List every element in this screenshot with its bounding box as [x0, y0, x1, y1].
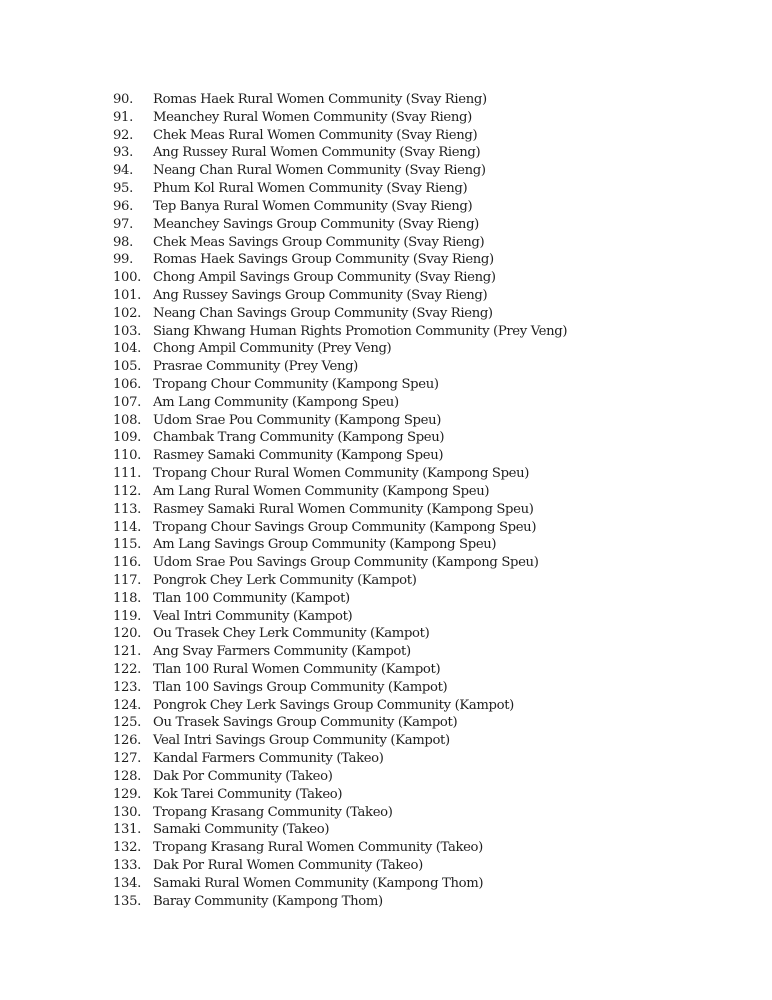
- list-item: [113, 501, 567, 519]
- list-item: [113, 376, 567, 394]
- item-text: Chek Meas Rural Women Community (Svay Rieng): [153, 127, 478, 143]
- list-item: [113, 429, 567, 447]
- item-text: Udom Srae Pou Community (Kampong Speu): [153, 412, 442, 428]
- list-item: [113, 857, 567, 875]
- item-number: 104.: [113, 341, 141, 357]
- list-item: [113, 162, 567, 180]
- list-item: [113, 750, 567, 768]
- item-text: Rasmey Samaki Rural Women Community (Kampong Speu): [153, 501, 534, 517]
- item-text: Am Lang Rural Women Community (Kampong Speu): [153, 483, 490, 499]
- list-item: [113, 786, 567, 804]
- item-text: Tlan 100 Community (Kampot): [153, 590, 350, 606]
- item-number: 121.: [113, 644, 141, 660]
- item-number: 100.: [113, 270, 141, 286]
- list-item: [113, 465, 567, 483]
- list-item: [113, 697, 567, 715]
- list-item: [113, 180, 567, 198]
- item-text: Romas Haek Savings Group Community (Svay Rieng): [153, 252, 494, 268]
- list-item: [113, 198, 567, 216]
- item-text: Ang Russey Savings Group Community (Svay Rieng): [153, 287, 488, 303]
- list-item: [113, 625, 567, 643]
- item-number: 111.: [113, 466, 141, 482]
- item-number: 122.: [113, 662, 141, 677]
- item-number: 133.: [113, 857, 141, 873]
- item-text: Chek Meas Savings Group Community (Svay Rieng): [153, 234, 485, 250]
- list-item: [113, 661, 567, 679]
- item-number: 108.: [113, 412, 141, 428]
- item-text: Chong Ampil Community (Prey Veng): [153, 341, 392, 357]
- item-text: Veal Intri Community (Kampot): [153, 608, 353, 624]
- item-number: 134.: [113, 875, 141, 891]
- list-item: [113, 287, 567, 305]
- item-number: 106.: [113, 377, 141, 392]
- item-number: 128.: [113, 768, 141, 784]
- item-text: Tlan 100 Rural Women Community (Kampot): [153, 662, 441, 677]
- item-number: 135.: [113, 893, 141, 909]
- item-number: 113.: [113, 501, 141, 517]
- item-text: Am Lang Savings Group Community (Kampong Speu): [153, 537, 497, 553]
- list-item: [113, 875, 567, 893]
- item-number: 125.: [113, 715, 141, 731]
- item-number: 105.: [113, 359, 141, 375]
- item-number: 102.: [113, 305, 141, 321]
- item-number: 103.: [113, 323, 141, 339]
- item-text: Veal Intri Savings Group Community (Kampot): [153, 733, 450, 749]
- list-item: [113, 643, 567, 661]
- list-item: [113, 804, 567, 822]
- item-text: Rasmey Samaki Community (Kampong Speu): [153, 448, 444, 464]
- item-text: Neang Chan Rural Women Community (Svay Rieng): [153, 163, 486, 179]
- list-item: [113, 679, 567, 697]
- list-item: [113, 91, 567, 109]
- item-number: 119.: [113, 608, 141, 624]
- list-item: [113, 732, 567, 750]
- item-number: 93.: [113, 145, 133, 161]
- item-text: Tropang Chour Community (Kampong Speu): [153, 377, 439, 392]
- list-item: [113, 768, 567, 786]
- item-number: 112.: [113, 483, 141, 499]
- item-text: Samaki Rural Women Community (Kampong Thom): [153, 875, 484, 891]
- list-item: [113, 394, 567, 412]
- item-number: 126.: [113, 733, 141, 749]
- item-number: 117.: [113, 572, 141, 588]
- item-text: Phum Kol Rural Women Community (Svay Rieng): [153, 181, 468, 197]
- item-text: Ou Trasek Savings Group Community (Kampot): [153, 715, 458, 731]
- item-number: 99.: [113, 252, 133, 268]
- item-number: 118.: [113, 590, 141, 606]
- item-text: Kok Tarei Community (Takeo): [153, 786, 343, 802]
- list-item: [113, 234, 567, 252]
- item-text: Am Lang Community (Kampong Speu): [153, 394, 399, 410]
- list-item: [113, 554, 567, 572]
- list-item: [113, 144, 567, 162]
- item-number: 101.: [113, 287, 141, 303]
- item-text: Tlan 100 Savings Group Community (Kampot): [153, 679, 448, 695]
- list-item: [113, 412, 567, 430]
- list-item: [113, 572, 567, 590]
- list-item: [113, 340, 567, 358]
- item-number: 131.: [113, 822, 141, 838]
- list-item: [113, 590, 567, 608]
- item-number: 90.: [113, 92, 133, 107]
- list-item: [113, 127, 567, 145]
- item-number: 129.: [113, 786, 141, 802]
- item-text: Ou Trasek Chey Lerk Community (Kampot): [153, 626, 430, 642]
- list-item: [113, 305, 567, 323]
- item-number: 107.: [113, 394, 141, 410]
- list-item: [113, 216, 567, 234]
- item-text: Neang Chan Savings Group Community (Svay Rieng): [153, 305, 493, 321]
- item-number: 123.: [113, 679, 141, 695]
- list-item: [113, 358, 567, 376]
- community-list: [113, 91, 567, 910]
- item-text: Dak Por Community (Takeo): [153, 768, 333, 784]
- item-text: Samaki Community (Takeo): [153, 822, 330, 838]
- item-number: 92.: [113, 127, 133, 143]
- item-text: Meanchey Savings Group Community (Svay Rieng): [153, 216, 479, 232]
- item-text: Udom Srae Pou Savings Group Community (Kampong Speu): [153, 555, 539, 571]
- item-number: 94.: [113, 163, 133, 179]
- item-number: 96.: [113, 198, 133, 214]
- item-number: 127.: [113, 751, 141, 767]
- list-item: [113, 608, 567, 626]
- item-number: 109.: [113, 430, 141, 446]
- item-text: Romas Haek Rural Women Community (Svay Rieng): [153, 92, 487, 107]
- item-text: Chong Ampil Savings Group Community (Svay Rieng): [153, 270, 496, 286]
- item-text: Tropang Krasang Rural Women Community (Takeo): [153, 840, 483, 856]
- list-item: [113, 839, 567, 857]
- item-text: Kandal Farmers Community (Takeo): [153, 751, 384, 767]
- item-number: 132.: [113, 840, 141, 856]
- item-text: Ang Svay Farmers Community (Kampot): [153, 644, 411, 660]
- list-item: [113, 519, 567, 537]
- item-text: Prasrae Community (Prey Veng): [153, 359, 358, 375]
- item-text: Pongrok Chey Lerk Community (Kampot): [153, 572, 417, 588]
- list-item: [113, 447, 567, 465]
- item-text: Ang Russey Rural Women Community (Svay Rieng): [153, 145, 481, 161]
- item-text: Dak Por Rural Women Community (Takeo): [153, 857, 423, 873]
- list-item: [113, 483, 567, 501]
- item-text: Siang Khwang Human Rights Promotion Community (Prey Veng): [153, 323, 568, 339]
- item-number: 114.: [113, 519, 141, 535]
- item-number: 130.: [113, 804, 141, 820]
- list-item: [113, 536, 567, 554]
- item-number: 124.: [113, 697, 141, 713]
- list-item: [113, 323, 567, 341]
- item-text: Tropang Krasang Community (Takeo): [153, 804, 393, 820]
- item-text: Baray Community (Kampong Thom): [153, 893, 383, 909]
- item-number: 95.: [113, 181, 133, 197]
- list-item: [113, 109, 567, 127]
- item-text: Pongrok Chey Lerk Savings Group Community (Kampot): [153, 697, 514, 713]
- list-item: [113, 821, 567, 839]
- item-number: 120.: [113, 626, 141, 642]
- item-number: 97.: [113, 216, 133, 232]
- item-number: 115.: [113, 537, 141, 553]
- item-number: 110.: [113, 448, 141, 464]
- item-text: Tropang Chour Savings Group Community (Kampong Speu): [153, 519, 537, 535]
- item-number: 116.: [113, 555, 141, 571]
- list-item: [113, 251, 567, 269]
- item-number: 98.: [113, 234, 133, 250]
- item-number: 91.: [113, 109, 133, 125]
- list-item: [113, 714, 567, 732]
- list-item: [113, 269, 567, 287]
- item-text: Chambak Trang Community (Kampong Speu): [153, 430, 445, 446]
- item-text: Tropang Chour Rural Women Community (Kampong Speu): [153, 466, 530, 482]
- item-text: Tep Banya Rural Women Community (Svay Rieng): [153, 198, 473, 214]
- list-item: [113, 893, 567, 911]
- item-text: Meanchey Rural Women Community (Svay Rieng): [153, 109, 472, 125]
